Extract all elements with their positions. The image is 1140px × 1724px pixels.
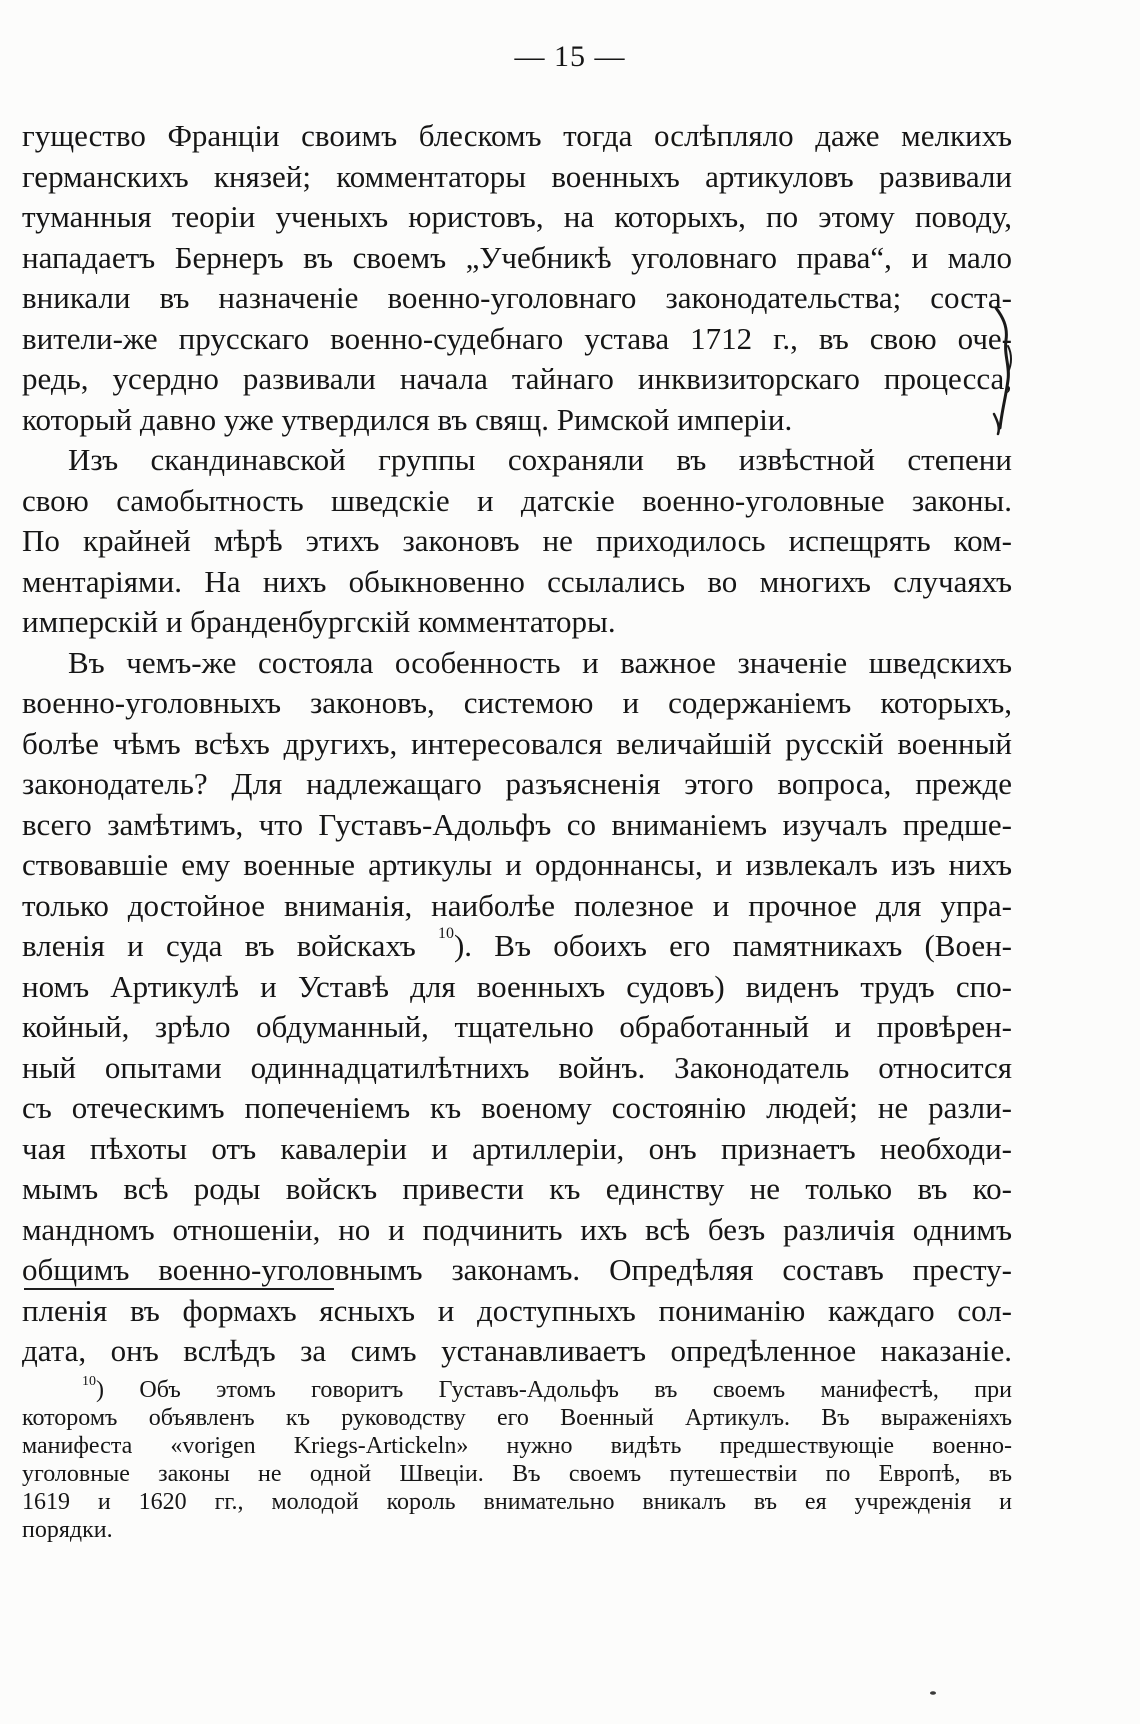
text-line: пленія въ формахъ ясныхъ и доступныхъ пониманію каждаго сол- xyxy=(22,1292,1012,1328)
text-line: дата, онъ вслѣдъ за симъ устанавливаетъ опредѣленное наказаніе. xyxy=(22,1333,1012,1368)
text-segment: ). Въ обоихъ его памятникахъ (Воен- xyxy=(453,928,1013,963)
handwritten-margin-mark xyxy=(988,306,1018,436)
text-line: редь, усердно развивали начала тайнаго инквизиторскаго процесса, xyxy=(22,361,1012,396)
footnote-line: манифеста «vorigen Kriegs-Artickeln» нужно видѣть предшествующіе военно- xyxy=(22,1433,1012,1459)
text-line: свою самобытность шведскіе и датскіе военно-уголовные законы. xyxy=(22,482,1012,518)
footnote-marker: 10 xyxy=(82,1374,96,1389)
text-segment: вленія и суда въ войскахъ xyxy=(22,928,416,963)
text-line: ментаріями. На нихъ обыкновенно ссылались во многихъ случаяхъ xyxy=(22,563,1012,599)
body-text xyxy=(22,116,1012,1372)
text-line: имперскій и бранденбургскій комментаторы. xyxy=(22,604,616,639)
footnote xyxy=(22,1376,1012,1544)
text-line: По крайней мѣрѣ этихъ законовъ не приходилось испещрять ком- xyxy=(22,523,1012,558)
text-line: чая пѣхоты отъ кавалеріи и артиллеріи, онъ признаетъ необходи- xyxy=(22,1130,1012,1166)
footnote-line: 1619 и 1620 гг., молодой король внимательно вникалъ въ ея учрежденія и xyxy=(22,1489,1012,1515)
text-line: всего замѣтимъ, что Густавъ-Адольфъ со вниманіемъ изучалъ предше- xyxy=(22,806,1012,842)
text-line: вникали въ назначеніе военно-уголовнаго законодательства; соста- xyxy=(22,280,1012,315)
text-line: съ отеческимъ попеченіемъ къ военому состоянію людей; не разли- xyxy=(22,1090,1012,1125)
text-line: германскихъ князей; комментаторы военныхъ артикуловъ развивали xyxy=(22,158,1012,194)
text-line: только достойное вниманія, наиболѣе полезное и прочное для упра- xyxy=(22,887,1012,923)
text-line: болѣе чѣмъ всѣхъ другихъ, интересовался величайшій русскій военный xyxy=(22,725,1012,761)
text-line: который давно уже утвердился въ свящ. Римской имперіи. xyxy=(22,401,793,437)
footnote-first-line xyxy=(22,1376,1012,1404)
text-line: ствовавшіе ему военные артикулы и ордоннансы, и извлекалъ изъ нихъ xyxy=(22,847,1012,882)
paragraph-first-line: Въ чемъ-же состояла особенность и важное значеніе шведскихъ xyxy=(68,644,1012,680)
text-line: вители-же прусскаго военно-судебнаго устава 1712 г., въ свою оче- xyxy=(22,320,1012,356)
text-line: нападаетъ Бернеръ въ своемъ „Учебникѣ уголовнаго права“, и мало xyxy=(22,239,1012,275)
footnote-line: порядки. xyxy=(22,1517,113,1543)
footnote-separator xyxy=(24,1288,334,1290)
text-line: туманныя теоріи ученыхъ юристовъ, на которыхъ, по этому поводу, xyxy=(22,199,1012,234)
text-segment: ) Объ этомъ говоритъ Густавъ-Адольфъ въ своемъ манифестѣ, при xyxy=(96,1377,1012,1403)
text-line: гущество Франціи своимъ блескомъ тогда ослѣпляло даже мелкихъ xyxy=(22,118,1012,153)
text-line: мандномъ отношеніи, но и подчинить ихъ всѣ безъ различія однимъ xyxy=(22,1211,1012,1247)
text-line: ный опытами одиннадцатилѣтнихъ войнъ. Законодатель относится xyxy=(22,1049,1012,1085)
text-line: койный, зрѣло обдуманный, тщательно обработанный и провѣрен- xyxy=(22,1009,1012,1044)
footnote-reference[interactable]: 10 xyxy=(437,925,454,942)
page-number: — 15 — xyxy=(514,40,626,73)
text-line: общимъ военно-уголовнымъ законамъ. Опредѣляя составъ престу- xyxy=(22,1252,1012,1287)
paragraph-first-line: Изъ скандинавской группы сохраняли въ извѣстной степени xyxy=(68,442,1012,477)
text-line-with-footnote-ref xyxy=(22,926,1012,967)
text-line: законодатель? Для надлежащаго разъясненія этого вопроса, прежде xyxy=(22,766,1012,801)
text-line: военно-уголовныхъ законовъ, системою и содержаніемъ которыхъ, xyxy=(22,685,1012,720)
text-line: номъ Артикулѣ и Уставѣ для военныхъ судовъ) виденъ трудъ спо- xyxy=(22,968,1012,1004)
footnote-line: уголовные законы не одной Швеціи. Въ своемъ путешествіи по Европѣ, въ xyxy=(22,1461,1012,1487)
footnote-line: которомъ объявленъ къ руководству его Военный Артикулъ. Въ выраженіяхъ xyxy=(22,1405,1012,1431)
text-line: мымъ всѣ роды войскъ привести къ единству не только въ ко- xyxy=(22,1171,1012,1206)
scan-speck xyxy=(930,1691,936,1695)
